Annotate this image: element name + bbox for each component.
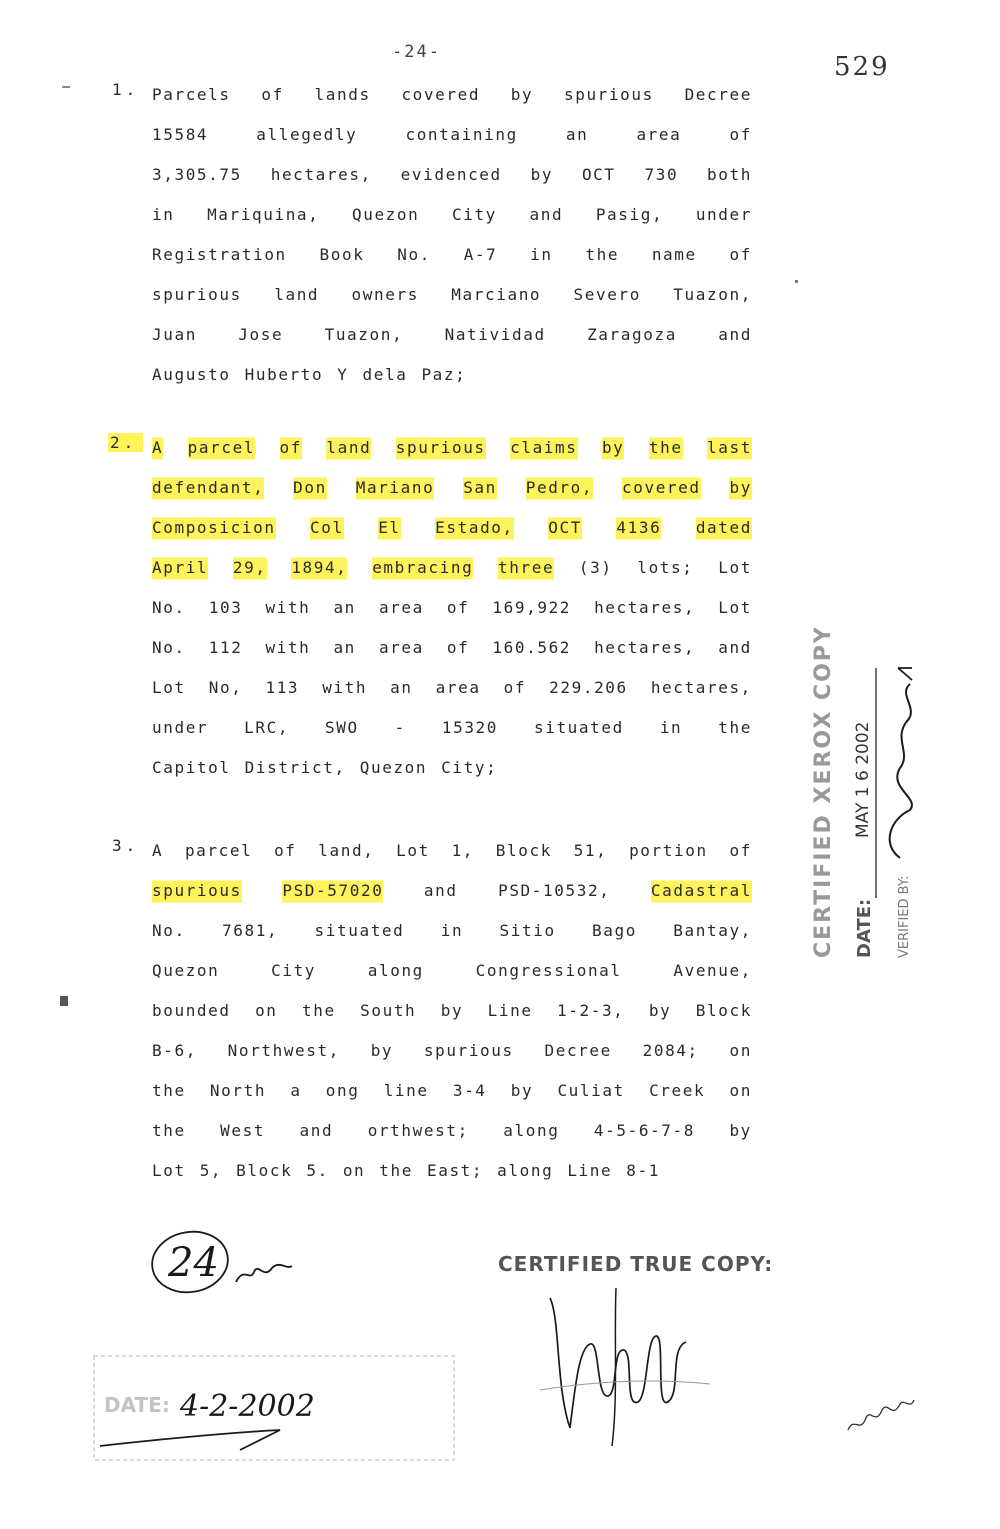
word: 4-5-6-7-8 [593,1121,695,1140]
word: dated [696,513,752,543]
item-number: 3. [112,836,140,855]
word: on [729,1081,752,1100]
word: containing [405,125,518,144]
word: both [707,165,752,184]
word: Line [567,1161,613,1180]
word: 1894, [291,553,347,583]
word: 113 [265,678,300,697]
word: No. [152,638,186,657]
word: by [729,473,751,503]
word: District, [244,758,346,777]
word: of [280,433,302,463]
word: a [290,1081,302,1100]
word: 103 [208,598,243,617]
word: Huberto [244,365,324,384]
word: Block [495,841,552,860]
word: land, [318,841,375,860]
certified-true-copy-label: CERTIFIED TRUE COPY: [498,1252,774,1276]
word: Culiat [557,1081,625,1100]
word: situated [314,921,405,940]
word: line [383,1081,429,1100]
word: by [648,1001,672,1020]
certified-xerox-stamp [780,628,940,968]
text-line [152,360,752,390]
bottom-date-label: DATE: [104,1393,170,1417]
word: hectares, [594,638,696,657]
word: parcel [188,433,255,463]
word: Northwest, [227,1041,340,1060]
word: City [451,205,497,224]
word: portion [629,841,708,860]
word: Block [236,1161,293,1180]
word: on [342,1161,366,1180]
handwritten-page-mark [140,1222,310,1302]
word: 3-4 [452,1081,487,1100]
word: an [565,125,589,144]
word: under [695,205,752,224]
scan-speck [795,280,798,283]
word: B-6, [152,1041,197,1060]
word: an [333,598,356,617]
word: and [299,1121,334,1140]
word: 3,305.75 [152,165,242,184]
bottom-date: 4-2-2002 [180,1389,315,1424]
word: Quezon [152,961,220,980]
text-line [152,753,752,783]
word: Jose [238,325,284,344]
word: spurious [152,285,242,304]
word: 15320 [441,718,499,737]
word: by [440,1001,464,1020]
word: the [152,1121,186,1140]
word: owners [351,285,419,304]
word: San [463,473,497,503]
word: the [585,245,620,264]
word: Bantay, [673,921,752,940]
word: with [265,598,311,617]
word: April [152,553,208,583]
side-stamp-date-label: DATE: [854,898,875,958]
word: Quezon [359,758,428,777]
word: of [446,598,470,617]
text-line [152,120,752,150]
word: 5. [306,1161,329,1180]
word: Cadastral [651,876,752,906]
word: allegedly [256,125,358,144]
word: hectares, [650,678,752,697]
word: 112 [208,638,243,657]
word: embracing [372,553,473,583]
word: Avenue, [673,961,752,980]
word: 7681, [222,921,279,940]
word: No. [152,921,186,940]
word: Mariano [356,473,435,503]
word: along [497,1161,554,1180]
word: 8-1 [626,1161,660,1180]
word: Lot [718,558,752,577]
word: area [636,125,682,144]
word: Lot [152,1161,186,1180]
page-number: -24- [392,42,441,62]
word: City; [441,758,498,777]
word: the [649,433,683,463]
word: OCT [548,513,582,543]
word: of [729,125,752,144]
word: Bago [592,921,637,940]
word: 29, [233,553,267,583]
word: lots; [637,558,694,577]
text-line [152,473,752,503]
text-line [152,633,752,663]
text-line [152,713,752,743]
text-line [152,280,752,310]
word: Congressional [475,961,622,980]
word: of [729,841,752,860]
word: El [378,513,400,543]
handwritten-page-number: 24 [168,1240,219,1286]
word: an [390,678,413,697]
word: 4136 [616,513,661,543]
word: covered [622,473,701,503]
word: of [446,638,470,657]
word: East; [426,1161,484,1180]
text-line [152,513,752,543]
word: on [255,1001,278,1020]
word: by [729,1121,752,1140]
word: Decree [684,85,752,104]
word: of [503,678,527,697]
word: PSD-57020 [282,876,383,906]
word: Estado, [435,513,514,543]
word: 15584 [152,125,209,144]
word: 229.206 [549,678,628,697]
word: along [503,1121,560,1140]
word: Lot [718,598,752,617]
scan-speck [62,86,70,88]
word: along [367,961,424,980]
text-line [152,996,752,1026]
word: evidenced [400,165,502,184]
side-stamp-title: CERTIFIED XEROX COPY [811,628,836,958]
word: the [718,718,752,737]
word: Lot [396,841,430,860]
word: 160.562 [492,638,572,657]
word: spurious [563,85,654,104]
word: 1-2-3, [557,1001,625,1020]
word: area [435,678,481,697]
word: 1, [451,841,475,860]
text-line [152,956,752,986]
word: dela [362,365,408,384]
scan-speck [60,996,68,1006]
margin-initials [840,1380,920,1440]
word: Severo [573,285,641,304]
word: ong [325,1081,360,1100]
word: West [220,1121,266,1140]
word: by [530,165,554,184]
text-line [152,160,752,190]
word: situated [533,718,624,737]
word: the [301,1001,336,1020]
word: - [394,718,406,737]
word: OCT [581,165,616,184]
word: by [602,433,624,463]
word: 169,922 [492,598,572,617]
text-line [152,1116,752,1146]
word: by [370,1041,394,1060]
word: Registration [152,245,287,264]
word: Pasig, [595,205,664,224]
word: Juan [152,325,197,344]
word: the [152,1081,186,1100]
word: Natividad [444,325,546,344]
word: Tuazon, [324,325,404,344]
word: covered [401,85,481,104]
word: orthwest; [367,1121,469,1140]
word: and [718,325,752,344]
text-line [152,80,752,110]
word: Marciano [451,285,542,304]
word: hectares, [594,598,696,617]
word: land [274,285,320,304]
word: of [274,841,297,860]
word: A [152,841,164,860]
word: lands [314,85,371,104]
word: Augusto [152,365,231,384]
side-stamp-signature [890,684,912,858]
word: and [423,881,458,900]
word: and [718,638,752,657]
word: Paz; [421,365,467,384]
word: No, [208,678,243,697]
word: Lot [152,678,186,697]
word: 730 [644,165,679,184]
word: last [707,433,752,463]
word: in [659,718,683,737]
word: by [510,85,534,104]
word: Col [310,513,344,543]
word: with [322,678,368,697]
word: Capitol [152,758,231,777]
word: PSD-10532, [498,881,611,900]
word: No. [152,598,186,617]
word: name [651,245,697,264]
word: Book [319,245,365,264]
word: South [360,1001,417,1020]
received-date-stamp [90,1350,460,1470]
word: Pedro, [526,473,593,503]
word: A-7 [463,245,498,264]
word: North [209,1081,267,1100]
item-number: 1. [112,80,140,99]
text-line [152,200,752,230]
word: the [379,1161,413,1180]
word: Line [487,1001,533,1020]
word: Block [695,1001,752,1020]
text-line [152,1036,752,1066]
text-line [152,433,752,463]
word: LRC, [244,718,290,737]
word: Tuazon, [673,285,752,304]
word: spurious [396,433,486,463]
word: by [510,1081,534,1100]
word: spurious [423,1041,514,1060]
word: Y [337,365,349,384]
text-line [152,240,752,270]
word: under [152,718,209,737]
text-line [152,593,752,623]
word: A [152,433,163,463]
text-line [152,553,752,583]
stamped-page-number: 529 [834,52,890,82]
item-number: 2. [108,433,143,452]
word: spurious [152,876,242,906]
text-line [152,916,752,946]
word: Creek [649,1081,706,1100]
text-line [152,876,752,906]
word: an [333,638,356,657]
word: in [440,921,464,940]
word: on [729,1041,752,1060]
text-line [152,1076,752,1106]
word: 51, [573,841,608,860]
word: in [530,245,553,264]
word: Don [293,473,327,503]
word: 2084; [642,1041,699,1060]
word: area [378,598,424,617]
word: land [326,433,371,463]
word: No. [397,245,431,264]
word: Zaragoza [587,325,677,344]
word: three [498,553,554,583]
word: defendant, [152,473,264,503]
word: of [729,245,752,264]
text-line [152,320,752,350]
word: (3) [578,558,613,577]
word: Quezon [351,205,420,224]
text-line [152,836,752,866]
word: Mariquina, [207,205,320,224]
word: bounded [152,1001,231,1020]
word: area [378,638,424,657]
word: of [261,85,284,104]
word: City [271,961,317,980]
word: hectares, [270,165,372,184]
word: 5, [199,1161,223,1180]
word: Sitio [499,921,556,940]
word: Parcels [152,85,231,104]
word: Decree [544,1041,612,1060]
word: parcel [184,841,253,860]
word: SWO [325,718,359,737]
side-stamp-verified: VERIFIED BY: [897,875,912,958]
certifier-signature [520,1278,720,1448]
word: Composicion [152,513,276,543]
word: and [529,205,564,224]
text-line [152,1156,752,1186]
word: with [265,638,311,657]
word: claims [510,433,577,463]
word: in [152,205,175,224]
side-stamp-date: MAY 1 6 2002 [853,721,873,838]
text-line [152,673,752,703]
